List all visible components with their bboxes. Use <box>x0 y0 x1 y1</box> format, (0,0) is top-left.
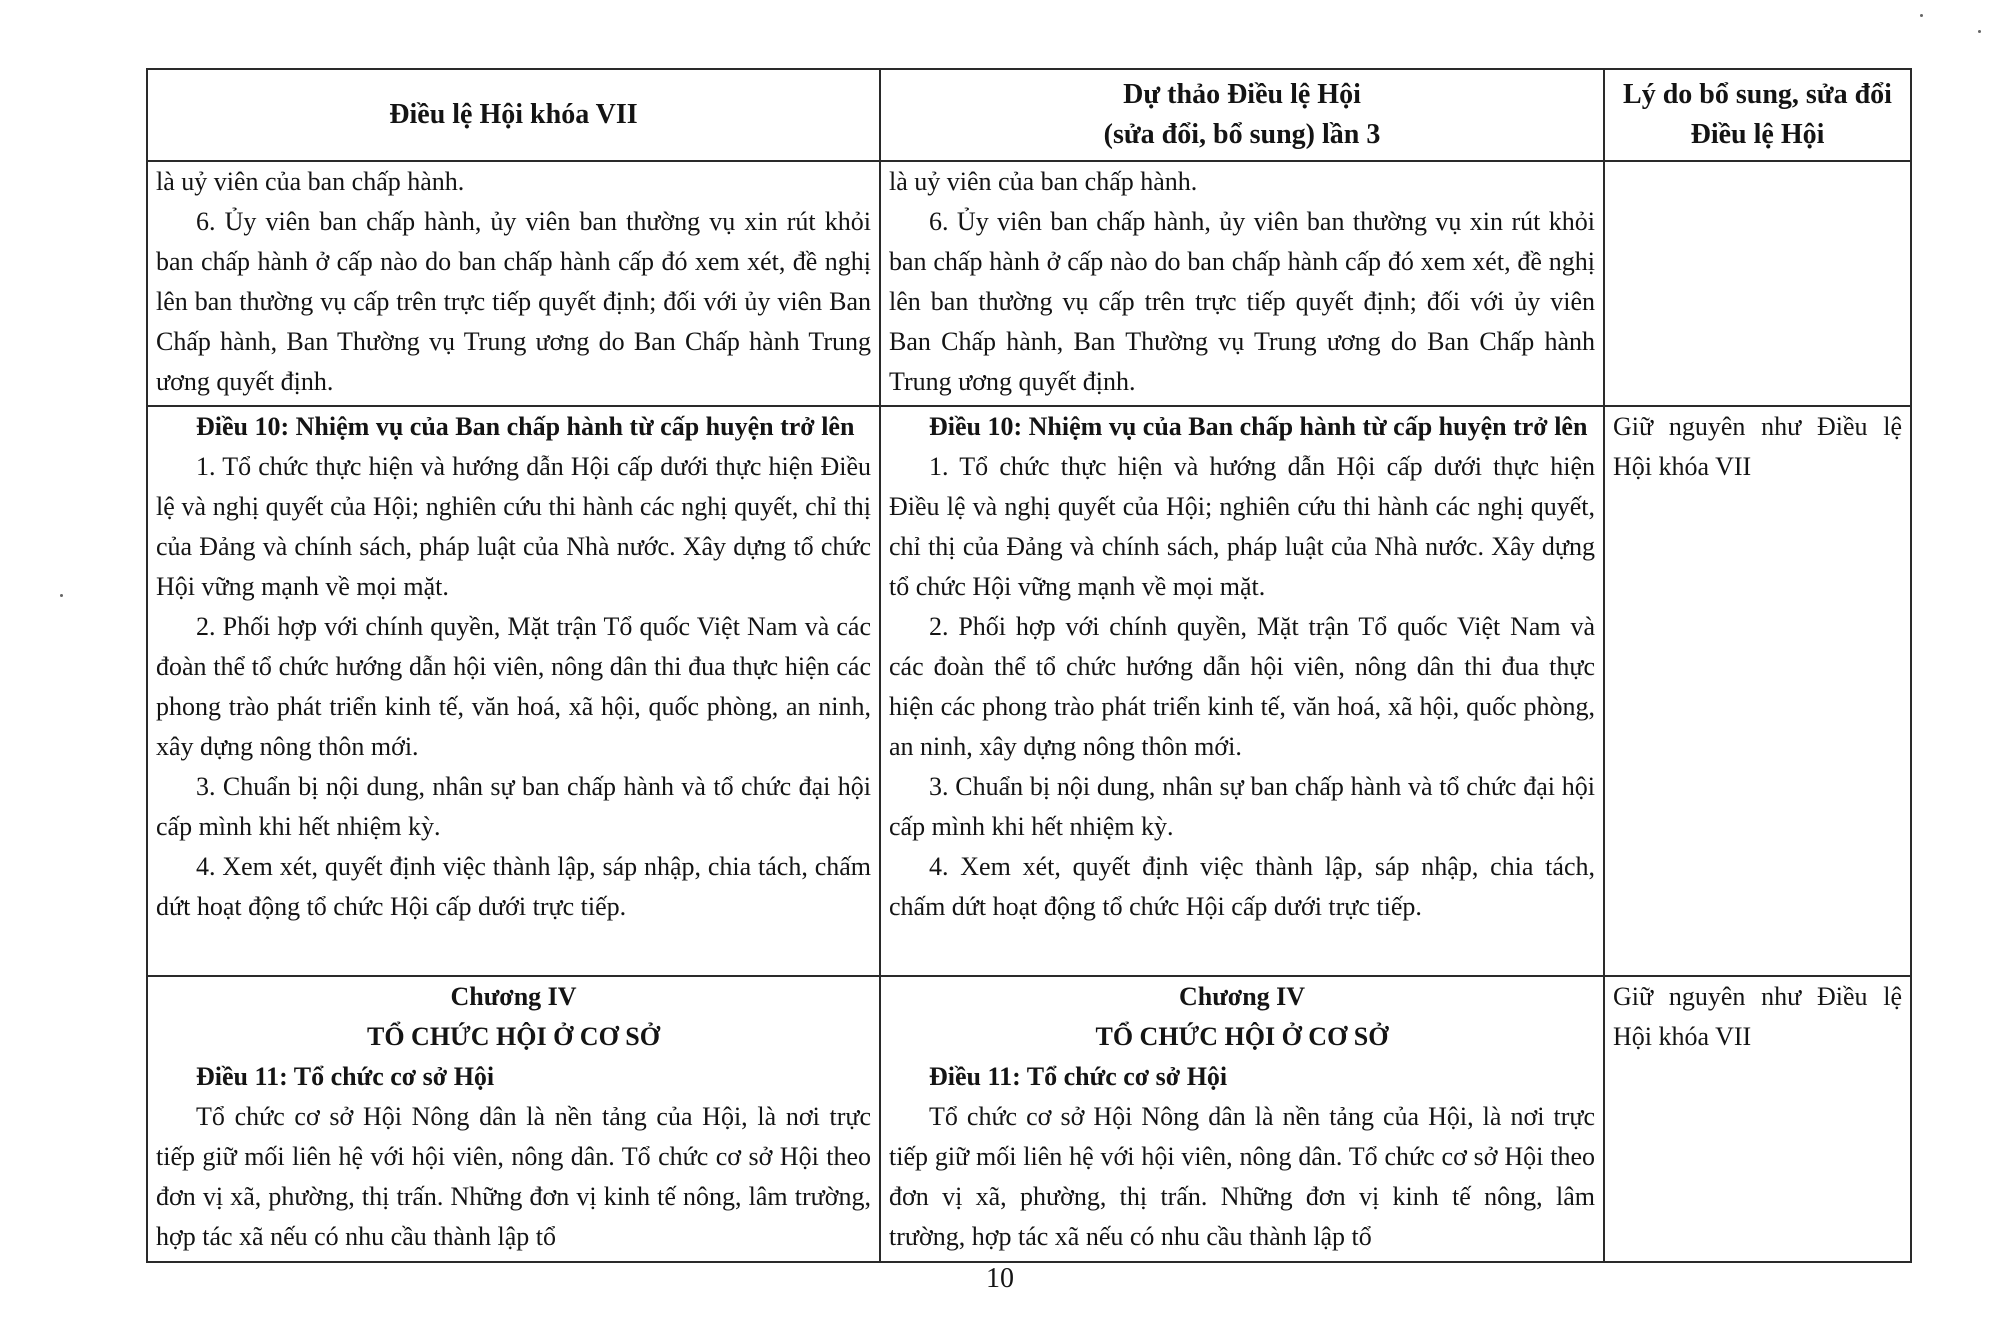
chapter-title: TỔ CHỨC HỘI Ở CƠ SỞ <box>1095 1022 1389 1051</box>
cell-reason: Giữ nguyên như Điều lệ Hội khóa VII <box>1604 406 1911 976</box>
table-header-row <box>147 69 1911 161</box>
article-title: Điều 10: Nhiệm vụ của Ban chấp hành từ cấp huyện trở lên <box>196 412 855 441</box>
page-number: 10 <box>986 1263 1014 1294</box>
cell-reason: Giữ nguyên như Điều lệ Hội khóa VII <box>1604 976 1911 1262</box>
header-draft-charter: Dự thảo Điều lệ Hội (sửa đổi, bổ sung) lần 3 <box>880 69 1604 161</box>
table-row <box>147 976 1911 1262</box>
chapter-label: Chương IV <box>450 982 577 1011</box>
table-row <box>147 406 1911 976</box>
header-current-charter: Điều lệ Hội khóa VII <box>147 69 880 161</box>
cell-draft-text: là uỷ viên của ban chấp hành. 6. Ủy viên ban chấp hành, ủy viên ban thường vụ xin rút khỏi ban chấp hành ở cấp nào do ban chấp hành cấp đó xem xét, đề nghị lên ban thường vụ cấp trên trực tiếp quyết định; đối với ủy viên Ban Chấp hành, Ban Thường vụ Trung ương do Ban Chấp hành Trung ương quyết định. <box>880 161 1604 406</box>
table-row <box>147 161 1911 406</box>
cell-draft-text: Chương IV TỔ CHỨC HỘI Ở CƠ SỞ Điều 11: Tổ chức cơ sở Hội Tổ chức cơ sở Hội Nông dân là nền tảng của Hội, là nơi trực tiếp giữ mối liên hệ với hội viên, nông dân. Tổ chức cơ sở Hội theo đơn vị xã, phường, thị trấn. Những đơn vị kinh tế nông, lâm trường, hợp tác xã nếu có nhu cầu thành lập tổ <box>880 976 1604 1262</box>
cell-reason <box>1604 161 1911 406</box>
header-reason: Lý do bổ sung, sửa đổi Điều lệ Hội <box>1604 69 1911 161</box>
chapter-title: TỔ CHỨC HỘI Ở CƠ SỞ <box>366 1022 660 1051</box>
scan-speck <box>1978 30 1981 33</box>
cell-draft-text: Điều 10: Nhiệm vụ của Ban chấp hành từ cấp huyện trở lên 1. Tổ chức thực hiện và hướng dẫn Hội cấp dưới thực hiện Điều lệ và nghị quyết của Hội; nghiên cứu thi hành các nghị quyết, chỉ thị của Đảng và chính sách, pháp luật của Nhà nước. Xây dựng tổ chức Hội vững mạnh về mọi mặt. 2. Phối hợp với chính quyền, Mặt trận Tổ quốc Việt Nam và các đoàn thể tổ chức hướng dẫn hội viên, nông dân thi đua thực hiện các phong trào phát triển kinh tế, văn hoá, xã hội, quốc phòng, an ninh, xây dựng nông thôn mới. 3. Chuẩn bị nội dung, nhân sự ban chấp hành và tổ chức đại hội cấp mình khi hết nhiệm kỳ. 4. Xem xét, quyết định việc thành lập, sáp nhập, chia tách, chấm dứt hoạt động tổ chức Hội cấp dưới trực tiếp. <box>880 406 1604 976</box>
chapter-label: Chương IV <box>1178 982 1306 1011</box>
cell-current-text: Điều 10: Nhiệm vụ của Ban chấp hành từ cấp huyện trở lên 1. Tổ chức thực hiện và hướng dẫn Hội cấp dưới thực hiện Điều lệ và nghị quyết của Hội; nghiên cứu thi hành các nghị quyết, chỉ thị của Đảng và chính sách, pháp luật của Nhà nước. Xây dựng tổ chức Hội vững mạnh về mọi mặt. 2. Phối hợp với chính quyền, Mặt trận Tổ quốc Việt Nam và các đoàn thể tổ chức hướng dẫn hội viên, nông dân thi đua thực hiện các phong trào phát triển kinh tế, văn hoá, xã hội, quốc phòng, an ninh, xây dựng nông thôn mới. 3. Chuẩn bị nội dung, nhân sự ban chấp hành và tổ chức đại hội cấp mình khi hết nhiệm kỳ. 4. Xem xét, quyết định việc thành lập, sáp nhập, chia tách, chấm dứt hoạt động tổ chức Hội cấp dưới trực tiếp. <box>147 406 880 976</box>
cell-current-text: là uỷ viên của ban chấp hành. 6. Ủy viên ban chấp hành, ủy viên ban thường vụ xin rút khỏi ban chấp hành ở cấp nào do ban chấp hành cấp đó xem xét, đề nghị lên ban thường vụ cấp trên trực tiếp quyết định; đối với ủy viên Ban Chấp hành, Ban Thường vụ Trung ương do Ban Chấp hành Trung ương quyết định. <box>147 161 880 406</box>
article-title: Điều 11: Tổ chức cơ sở Hội <box>929 1062 1228 1091</box>
article-title: Điều 11: Tổ chức cơ sở Hội <box>196 1062 495 1091</box>
article-title: Điều 10: Nhiệm vụ của Ban chấp hành từ cấp huyện trở lên <box>929 412 1588 441</box>
scan-speck <box>60 594 63 597</box>
comparison-table <box>146 68 1912 1263</box>
scan-speck <box>1920 14 1923 17</box>
cell-current-text: Chương IV TỔ CHỨC HỘI Ở CƠ SỞ Điều 11: Tổ chức cơ sở Hội Tổ chức cơ sở Hội Nông dân là nền tảng của Hội, là nơi trực tiếp giữ mối liên hệ với hội viên, nông dân. Tổ chức cơ sở Hội theo đơn vị xã, phường, thị trấn. Những đơn vị kinh tế nông, lâm trường, hợp tác xã nếu có nhu cầu thành lập tổ <box>147 976 880 1262</box>
